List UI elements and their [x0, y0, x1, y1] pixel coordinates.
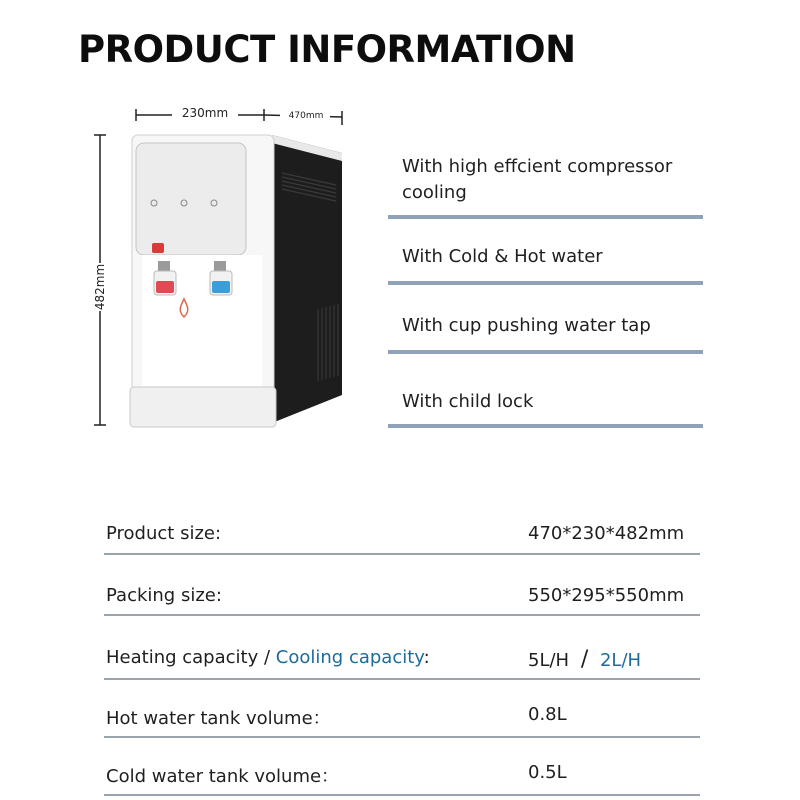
- feature-cup-tap: [402, 313, 651, 339]
- spec-capacity-label: [106, 647, 430, 668]
- feature-cold-hot-label: With Cold & Hot water: [402, 246, 603, 267]
- cold-tap-icon: [212, 281, 230, 293]
- svg-text:482mm: 482mm: [93, 263, 107, 311]
- feature-cup-tap-label: With cup pushing water tap: [402, 315, 651, 336]
- feature-cold-hot: [402, 244, 603, 270]
- spec-divider: [104, 736, 700, 738]
- cooling-capacity-value: 2L/H: [599, 650, 642, 671]
- height-dimension: [90, 135, 110, 425]
- spec-packing-size-label: Packing size:: [106, 585, 222, 606]
- page-title: PRODUCT INFORMATION: [78, 28, 576, 71]
- feature-divider: [388, 215, 703, 219]
- feature-child-lock: [402, 389, 533, 415]
- feature-compressor: [402, 154, 672, 206]
- capacity-value-separator: /: [580, 647, 589, 672]
- hot-tap-icon: [156, 281, 174, 293]
- feature-divider: [388, 281, 703, 285]
- spec-product-size-label: Product size:: [106, 523, 222, 544]
- feature-child-lock-label: With child lock: [402, 391, 534, 412]
- spec-divider: [104, 794, 700, 796]
- spec-product-size-value: 470*230*482mm: [528, 523, 685, 544]
- spec-hot-tank-value: 0.8L: [528, 704, 567, 725]
- spec-cold-tank-label: Cold water tank volume：: [106, 766, 340, 787]
- spec-capacity-value: [528, 647, 641, 672]
- spec-divider: [104, 553, 700, 555]
- feature-divider: [388, 350, 703, 354]
- svg-text:470mm: 470mm: [288, 111, 324, 121]
- width-dimension: [136, 105, 264, 121]
- feature-divider: [388, 424, 703, 428]
- cooling-capacity-label: Cooling capacity: [275, 647, 424, 668]
- depth-dimension: [264, 107, 342, 125]
- feature-compressor-line2: cooling: [402, 182, 467, 203]
- spec-hot-tank-label: Hot water tank volume：: [106, 708, 331, 729]
- spec-cold-tank-value: 0.5L: [528, 762, 567, 783]
- spec-divider: [104, 678, 700, 680]
- child-lock-button: [152, 243, 164, 253]
- capacity-label-separator: /: [263, 647, 271, 668]
- svg-text:230mm: 230mm: [181, 106, 229, 120]
- heating-capacity-label: Heating capacity: [106, 647, 259, 668]
- water-dispenser-illustration: [80, 95, 360, 445]
- heating-capacity-value: 5L/H: [528, 650, 570, 671]
- spec-divider: [104, 614, 700, 616]
- capacity-label-colon: :: [423, 647, 430, 668]
- feature-compressor-line1: With high effcient compressor: [402, 156, 673, 177]
- spec-packing-size-value: 550*295*550mm: [528, 585, 685, 606]
